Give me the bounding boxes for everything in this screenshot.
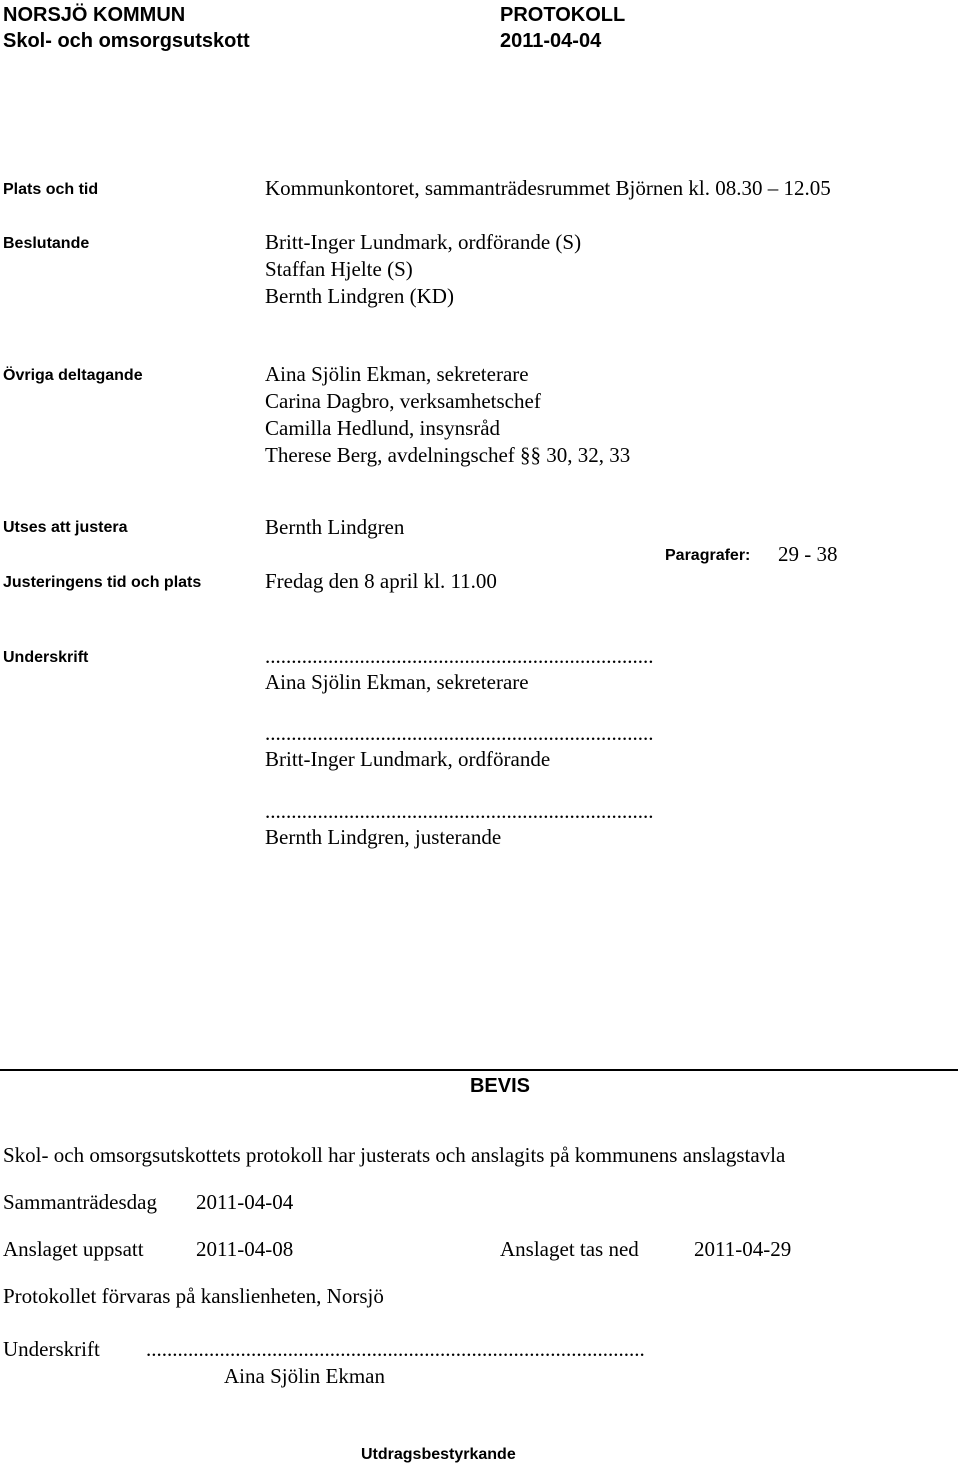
org-name: NORSJÖ KOMMUN <box>3 4 186 26</box>
adjust-time-value: Fredag den 8 april kl. 11.00 <box>265 569 497 593</box>
decider-3: Bernth Lindgren (KD) <box>265 284 454 308</box>
storage-note: Protokollet förvaras på kanslienheten, Norsjö <box>3 1284 384 1308</box>
paragraphs-value: 29 - 38 <box>778 542 838 566</box>
document-date: 2011-04-04 <box>500 30 602 52</box>
others-label: Övriga deltagande <box>3 367 143 384</box>
other-participant-2: Carina Dagbro, verksamhetschef <box>265 389 541 413</box>
signature-line-3: .......................................................................... <box>265 799 654 823</box>
section-divider <box>0 1069 958 1071</box>
adjust-time-label: Justeringens tid och plats <box>3 574 202 591</box>
bevis-signature-label: Underskrift <box>3 1337 100 1361</box>
adjuster-label: Utses att justera <box>3 519 128 536</box>
place-label: Plats och tid <box>3 181 99 198</box>
bevis-signature-line: ............................................................................................... <box>146 1337 645 1361</box>
signature-name-1: Aina Sjölin Ekman, sekreterare <box>265 670 529 694</box>
decider-1: Britt-Inger Lundmark, ordförande (S) <box>265 230 582 254</box>
signature-line-2: .......................................................................... <box>265 721 654 745</box>
adjuster-value: Bernth Lindgren <box>265 515 405 539</box>
paragraphs-label: Paragrafer: <box>665 547 751 564</box>
decider-2: Staffan Hjelte (S) <box>265 257 413 281</box>
certification-label: Utdragsbestyrkande <box>361 1446 516 1463</box>
signature-name-2: Britt-Inger Lundmark, ordförande <box>265 747 551 771</box>
posted-label: Anslaget uppsatt <box>3 1237 144 1261</box>
committee-name: Skol- och omsorgsutskott <box>3 30 250 52</box>
place-value: Kommunkontoret, sammanträdesrummet Björnen kl. 08.30 – 12.05 <box>265 176 831 200</box>
signature-label: Underskrift <box>3 649 89 666</box>
meeting-date-value: 2011-04-04 <box>196 1190 294 1214</box>
removed-value: 2011-04-29 <box>694 1237 792 1261</box>
other-participant-4: Therese Berg, avdelningschef §§ 30, 32, 33 <box>265 443 631 467</box>
deciders-label: Beslutande <box>3 235 90 252</box>
other-participant-1: Aina Sjölin Ekman, sekreterare <box>265 362 529 386</box>
other-participant-3: Camilla Hedlund, insynsråd <box>265 416 501 440</box>
posted-value: 2011-04-08 <box>196 1237 294 1261</box>
signature-name-3: Bernth Lindgren, justerande <box>265 825 502 849</box>
signature-line-1: .......................................................................... <box>265 644 654 668</box>
bevis-statement: Skol- och omsorgsutskottets protokoll har justerats och anslagits på kommunens anslagstavla <box>3 1143 786 1167</box>
bevis-title: BEVIS <box>469 1075 531 1097</box>
document-type: PROTOKOLL <box>500 4 626 26</box>
removed-label: Anslaget tas ned <box>500 1237 639 1261</box>
bevis-signature-name: Aina Sjölin Ekman <box>224 1364 385 1388</box>
meeting-date-label: Sammanträdesdag <box>3 1190 157 1214</box>
